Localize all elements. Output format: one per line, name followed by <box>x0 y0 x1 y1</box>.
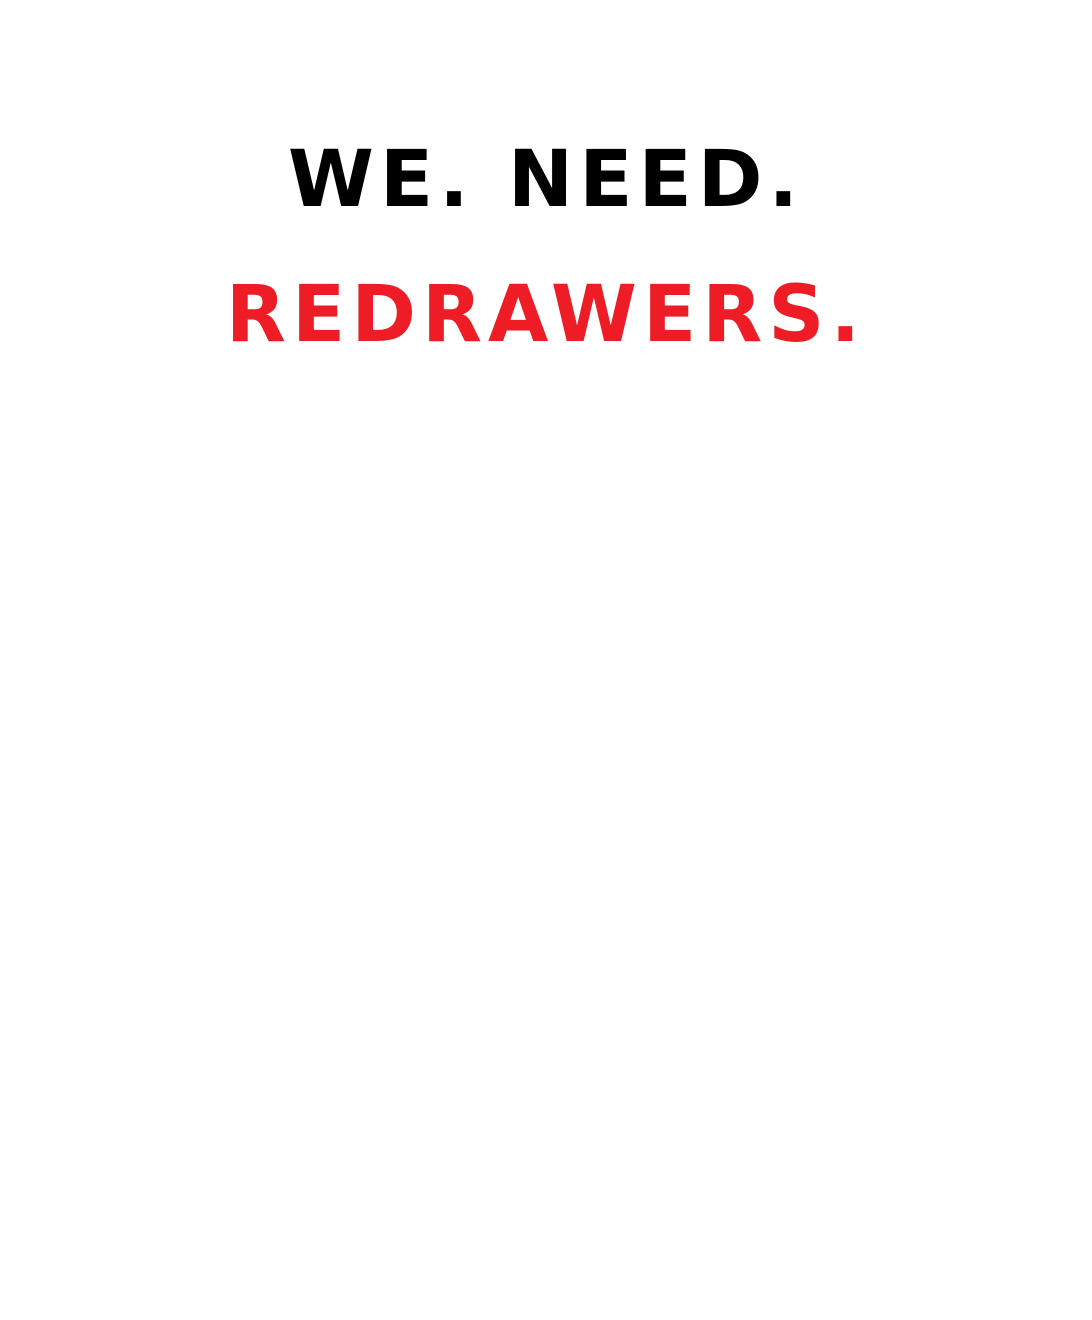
request-saru-lock <box>0 632 1092 668</box>
submit-line-1 <box>0 932 1092 968</box>
test-double-plus-link-line <box>0 748 1092 784</box>
test-plus-link-line <box>0 862 1092 898</box>
submit-last-line <box>0 1086 1092 1122</box>
test-plus-text <box>0 818 1092 854</box>
test-double-plus-text <box>0 704 1092 740</box>
request-shounen-y <box>0 560 1092 596</box>
closing-line-1 <box>0 1156 1092 1192</box>
headline-we-need: WE. NEED. <box>287 135 805 225</box>
submit-line-4 <box>0 1046 1092 1082</box>
submit-line-2 <box>0 970 1092 1006</box>
subhead-text <box>0 416 1092 452</box>
intro-text <box>0 22 1092 58</box>
closing-line-4 <box>0 1270 1092 1306</box>
closing-line-2 <box>0 1194 1092 1230</box>
submit-line-3 <box>0 1008 1092 1044</box>
request-souboutei <box>0 488 1092 524</box>
headline-redrawers: REDRAWERS. <box>225 270 867 360</box>
closing-line-3 <box>0 1232 1092 1268</box>
